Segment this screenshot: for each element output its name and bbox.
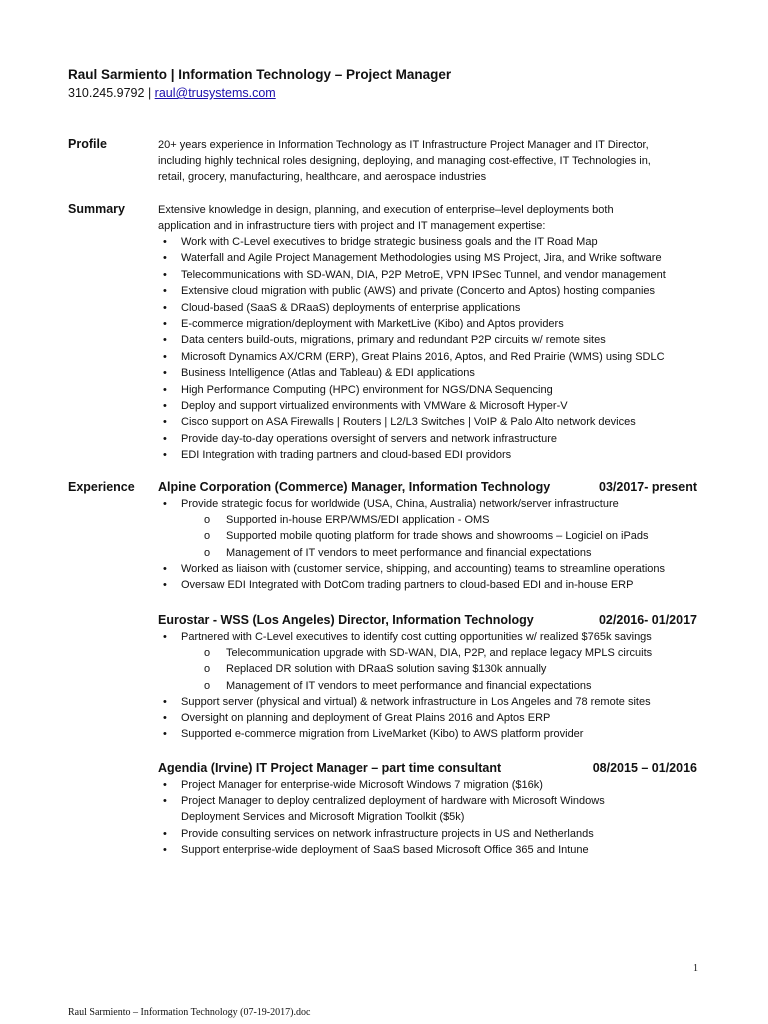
bullet-icon: •: [163, 367, 167, 380]
bullet-icon: •: [163, 498, 167, 510]
footer-filename: Raul Sarmiento – Information Technology (07-19-2017).doc: [68, 1007, 311, 1018]
bullet-item: EDI Integration with trading partners and cloud-based EDI providors: [181, 449, 512, 462]
sub-bullet-icon: o: [204, 647, 211, 660]
bullet-item: Telecommunications with SD-WAN, DIA, P2P MetroE, VPN IPSec Tunnel, and vendor management: [181, 268, 666, 281]
bullet-icon: •: [163, 400, 167, 412]
section-label-profile: Profile: [68, 137, 107, 151]
profile-text: including highly technical roles designing, deploying, and managing cost-effective, IT Technologies in,: [158, 154, 651, 167]
bullet-icon: •: [163, 334, 167, 347]
bullet-icon: •: [163, 728, 167, 741]
job-title: Agendia (Irvine) IT Project Manager – part time consultant: [158, 761, 502, 775]
sub-bullet-item: Supported mobile quoting platform for trade shows and showrooms – Logiciel on iPads: [226, 530, 649, 543]
resume-title: Raul Sarmiento | Information Technology – Project Manager: [68, 67, 452, 82]
bullet-icon: •: [163, 301, 167, 314]
email-link[interactable]: raul@trusystems.com: [154, 86, 276, 100]
bullet-item: Microsoft Dynamics AX/CRM (ERP), Great Plains 2016, Aptos, and Red Prairie (WMS) using SDLC: [181, 350, 665, 363]
bullet-icon: •: [163, 318, 167, 330]
summary-text: Extensive knowledge in design, planning, and execution of enterprise–level deployments both: [158, 204, 614, 216]
bullet-icon: •: [163, 449, 167, 462]
profile-text: 20+ years experience in Information Technology as IT Infrastructure Project Manager and IT Director,: [158, 138, 649, 151]
sub-bullet-icon: o: [204, 546, 211, 559]
section-label-summary: Summary: [68, 202, 125, 216]
job-dates: 03/2017- present: [599, 480, 697, 494]
bullet-item: Business Intelligence (Atlas and Tableau) & EDI applications: [181, 367, 475, 380]
bullet-icon: •: [163, 795, 167, 808]
job-title: Eurostar - WSS (Los Angeles) Director, Information Technology: [158, 613, 534, 627]
sub-bullet-item: Replaced DR solution with DRaaS solution saving $130k annually: [226, 663, 547, 676]
bullet-item: Worked as liaison with (customer service, shipping, and accounting) teams to streamline operations: [181, 562, 666, 575]
bullet-icon: •: [163, 383, 167, 396]
sub-bullet-item: Management of IT vendors to meet performance and financial expectations: [226, 679, 592, 692]
bullet-item: Extensive cloud migration with public (AWS) and private (Concerto and Aptos) hosting companies: [181, 285, 656, 298]
bullet-item: Support server (physical and virtual) & network infrastructure in Los Angeles and 78 remote sites: [181, 695, 651, 708]
bullet-item: E-commerce migration/deployment with MarketLive (Kibo) and Aptos providers: [181, 318, 564, 330]
summary-text: application and in infrastructure tiers with project and IT management expertise:: [158, 220, 546, 233]
bullet-item: Work with C-Level executives to bridge strategic business goals and the IT Road Map: [181, 236, 598, 248]
bullet-icon: •: [163, 416, 167, 429]
bullet-icon: •: [163, 712, 167, 724]
bullet-item: Project Manager for enterprise-wide Microsoft Windows 7 migration ($16k): [181, 779, 543, 791]
bullet-item: Provide day-to-day operations oversight of servers and network infrastructure: [181, 432, 558, 445]
bullet-item: Provide consulting services on network infrastructure projects in US and Netherlands: [181, 827, 594, 840]
bullet-item: Support enterprise-wide deployment of SaaS based Microsoft Office 365 and Intune: [181, 843, 589, 856]
bullet-item: Data centers build-outs, migrations, primary and redundant P2P circuits w/ remote sites: [181, 334, 606, 347]
bullet-item: Oversight on planning and deployment of Great Plains 2016 and Aptos ERP: [181, 712, 551, 724]
bullet-continuation: Deployment Services and Microsoft Migration Toolkit ($5k): [181, 811, 465, 824]
bullet-icon: •: [163, 695, 167, 708]
bullet-item: Project Manager to deploy centralized deployment of hardware with Microsoft Windows: [181, 795, 605, 808]
bullet-item: High Performance Computing (HPC) environment for NGS/DNA Sequencing: [181, 383, 553, 396]
job-title: Alpine Corporation (Commerce) Manager, Information Technology: [158, 480, 551, 494]
section-label-experience: Experience: [68, 480, 135, 494]
sub-bullet-item: Supported in-house ERP/WMS/EDI application - OMS: [226, 514, 490, 527]
sub-bullet-icon: o: [204, 514, 211, 527]
bullet-icon: •: [163, 827, 167, 840]
bullet-item: Waterfall and Agile Project Management Methodologies using MS Project, Jira, and Wrike software: [181, 252, 662, 265]
phone-number: 310.245.9792 |: [68, 86, 155, 100]
bullet-icon: •: [163, 350, 167, 363]
bullet-icon: •: [163, 432, 167, 445]
page-number: 1: [693, 963, 698, 974]
bullet-icon: •: [163, 579, 167, 591]
sub-bullet-icon: o: [204, 530, 211, 543]
bullet-icon: •: [163, 252, 167, 265]
bullet-icon: •: [163, 843, 167, 856]
bullet-icon: •: [163, 236, 167, 248]
bullet-icon: •: [163, 268, 167, 281]
bullet-icon: •: [163, 631, 167, 643]
sub-bullet-item: Management of IT vendors to meet performance and financial expectations: [226, 546, 592, 559]
bullet-item: Cloud-based (SaaS & DRaaS) deployments of enterprise applications: [181, 301, 521, 314]
job-dates: 08/2015 – 01/2016: [592, 761, 697, 775]
bullet-item: Deploy and support virtualized environments with VMWare & Microsoft Hyper-V: [181, 400, 568, 412]
sub-bullet-icon: o: [204, 679, 211, 692]
bullet-item: Partnered with C-Level executives to identify cost cutting opportunities w/ realized $765k savings: [181, 631, 652, 643]
job-dates: 02/2016- 01/2017: [598, 613, 697, 627]
bullet-icon: •: [163, 285, 167, 298]
bullet-icon: •: [163, 779, 167, 791]
profile-text: retail, grocery, manufacturing, healthcare, and aerospace industries: [158, 170, 487, 183]
contact-line: [68, 85, 276, 101]
sub-bullet-item: Telecommunication upgrade with SD-WAN, DIA, P2P, and replace legacy MPLS circuits: [226, 647, 653, 660]
bullet-icon: •: [163, 562, 167, 575]
bullet-item: Provide strategic focus for worldwide (USA, China, Australia) network/server infrastructure: [181, 498, 619, 510]
bullet-item: Cisco support on ASA Firewalls | Routers | L2/L3 Switches | VoIP & Palo Alto network devices: [181, 416, 636, 429]
sub-bullet-icon: o: [204, 663, 211, 676]
bullet-item: Oversaw EDI Integrated with DotCom trading partners to cloud-based EDI and in-house ERP: [181, 579, 634, 591]
bullet-item: Supported e-commerce migration from LiveMarket (Kibo) to AWS platform provider: [181, 728, 584, 741]
